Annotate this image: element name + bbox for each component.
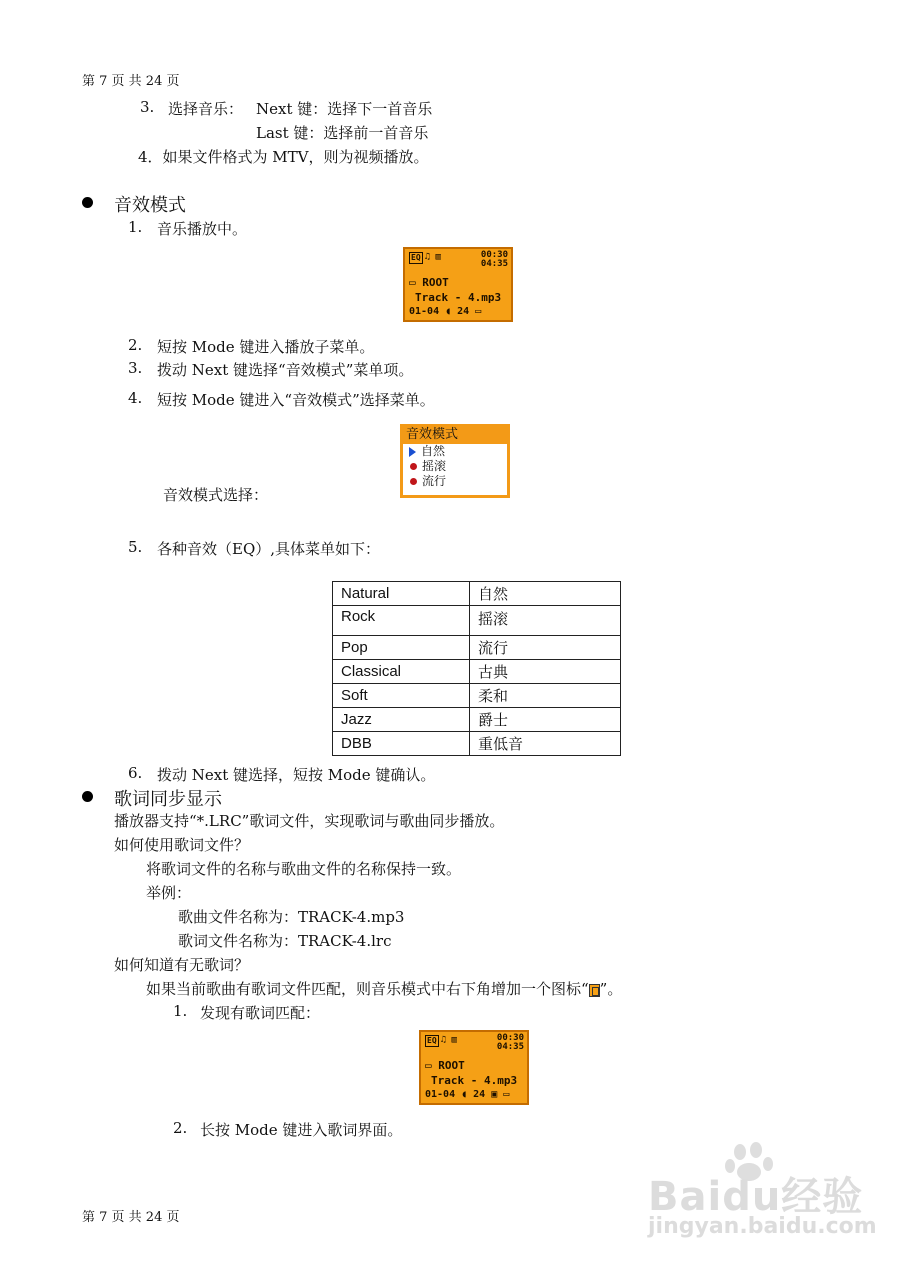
eq-step-text: 拨动 Next 键选择，短按 Mode 键确认。: [157, 766, 436, 784]
lyrics-indicator-icon: ▣: [491, 1089, 498, 1100]
lyrics-q1: 如何使用歌词文件？: [114, 836, 250, 854]
track-name: Track - 4.mp3: [431, 1074, 518, 1087]
folder-name: ROOT: [422, 276, 449, 289]
eq-step-text: 各种音效（EQ）,具体菜单如下：: [157, 540, 381, 558]
lyrics-step-text: 发现有歌词匹配：: [200, 1004, 321, 1022]
elapsed-time: 00:30: [496, 1033, 524, 1043]
eq-mode-menu: [400, 424, 510, 498]
lyrics-step-num: 2.: [173, 1119, 188, 1137]
example-song: 歌曲文件名称为：TRACK-4.mp3: [178, 908, 405, 926]
menu-title: 音效模式: [403, 427, 507, 444]
step-3-num: 3.: [140, 98, 155, 116]
eq-step-num: 3.: [128, 359, 143, 377]
step-3-next: Next 键：选择下一首音乐: [256, 100, 433, 118]
selector-arrow-icon: [409, 447, 416, 457]
page-footer: 第 7 页 共 24 页: [82, 1210, 180, 1225]
track-name: Track - 4.mp3: [415, 291, 502, 304]
battery-icon: ▭: [475, 306, 482, 317]
menu-item-rock[interactable]: 摇滚: [403, 459, 507, 474]
eq-mode-icon: EQ: [411, 253, 421, 262]
lyrics-example: 举例：: [146, 884, 192, 902]
eq-select-label: 音效模式选择：: [163, 486, 269, 504]
bullet-icon: [82, 791, 93, 802]
eq-step-text: 短按 Mode 键进入“音效模式”选择菜单。: [157, 391, 435, 409]
step-4: 4．如果文件格式为 MTV，则为视频播放。: [138, 148, 429, 166]
eq-table: [332, 581, 621, 756]
headphone-icon: ♫: [424, 252, 431, 262]
lyrics-intro: 播放器支持“*.LRC”歌词文件，实现歌词与歌曲同步播放。: [114, 812, 505, 830]
eq-step-text: 短按 Mode 键进入播放子菜单。: [157, 338, 375, 356]
bullet-dot-icon: [410, 463, 417, 470]
folder-icon: ▭: [425, 1059, 439, 1072]
section-heading-lyrics: 歌词同步显示: [114, 789, 222, 810]
table-row: Classical 古典: [333, 660, 621, 684]
lyrics-icon: [589, 984, 600, 997]
elapsed-time: 00:30: [480, 250, 508, 260]
page-header: 第 7 页 共 24 页: [82, 74, 180, 89]
lyrics-q2: 如何知道有无歌词？: [114, 956, 250, 974]
lyrics-a2: 如果当前歌曲有歌词文件匹配，则音乐模式中右下角增加一个图标“ ”。: [146, 980, 623, 998]
folder-icon: ▭: [409, 276, 423, 289]
eq-step-num: 6.: [128, 764, 143, 782]
eq-step-text: 拨动 Next 键选择“音效模式”菜单项。: [157, 361, 414, 379]
table-row: Pop 流行: [333, 636, 621, 660]
player-screen-playing: [403, 247, 513, 322]
table-row: DBB 重低音: [333, 732, 621, 756]
step-3-last: Last 键：选择前一首音乐: [256, 124, 429, 142]
watermark-url: jingyan.baidu.com: [648, 1214, 877, 1239]
lyrics-a1: 将歌词文件的名称与歌曲文件的名称保持一致。: [146, 860, 462, 878]
table-row: Rock 摇滚: [333, 606, 621, 636]
battery-icon: ▭: [503, 1089, 510, 1100]
player-screen-lyrics: [419, 1030, 529, 1105]
lyrics-step-num: 1.: [173, 1002, 188, 1020]
eq-step-num: 1.: [128, 218, 143, 236]
menu-item-pop[interactable]: 流行: [403, 474, 507, 489]
bullet-dot-icon: [410, 478, 417, 485]
folder-name: ROOT: [438, 1059, 465, 1072]
bullet-icon: [82, 197, 93, 208]
level-icon: ▥: [446, 1035, 457, 1045]
step-3-text: 选择音乐：: [168, 100, 244, 118]
table-row: Natural 自然: [333, 582, 621, 606]
table-row: Jazz 爵士: [333, 708, 621, 732]
status-line: 01-04 ◖ 24: [409, 306, 470, 317]
headphone-icon: ♫: [440, 1035, 447, 1045]
total-time: 04:35: [496, 1042, 524, 1052]
eq-step-text: 音乐播放中。: [157, 220, 248, 238]
eq-step-num: 2.: [128, 336, 143, 354]
lyrics-step-text: 长按 Mode 键进入歌词界面。: [200, 1121, 403, 1139]
table-row: Soft 柔和: [333, 684, 621, 708]
example-lrc: 歌词文件名称为：TRACK-4.lrc: [178, 932, 392, 950]
menu-item-natural[interactable]: 自然: [403, 444, 507, 459]
eq-step-num: 4.: [128, 389, 143, 407]
status-line: 01-04 ◖ 24: [425, 1089, 486, 1100]
section-heading-eq: 音效模式: [114, 195, 186, 216]
eq-mode-icon: EQ: [427, 1036, 437, 1045]
eq-step-num: 5.: [128, 538, 143, 556]
watermark-brand: Baidu经验: [648, 1174, 864, 1220]
total-time: 04:35: [480, 259, 508, 269]
level-icon: ▥: [430, 252, 441, 262]
